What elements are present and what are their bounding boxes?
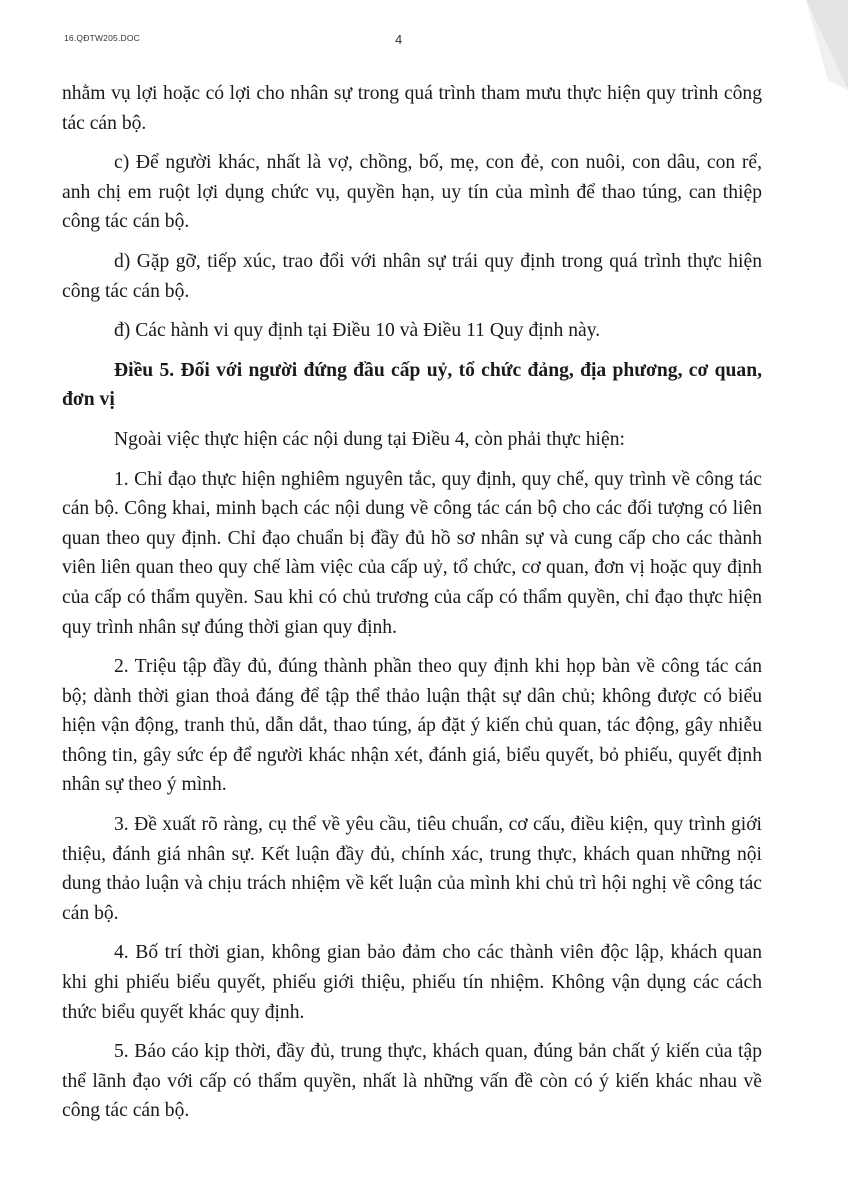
file-code: 16.QĐTW205.DOC xyxy=(64,33,141,43)
paragraph-item-dd: đ) Các hành vi quy định tại Điều 10 và Điều 11 Quy định này. xyxy=(114,320,601,342)
paragraph-item-3: 3. Đề xuất rõ ràng, cụ thể về yêu cầu, tiêu chuẩn, cơ cấu, điều kiện, quy trình giới thiệu, đánh giá nhân sự. Kết luận đầy đủ, chính xác, trung thực, khách quan những nội dung thảo luận và chịu trách nhiệm về kết luận của mình khi chủ trì hội nghị về công tác cán bộ. xyxy=(62,814,762,924)
paragraph-continuation: nhằm vụ lợi hoặc có lợi cho nhân sự trong quá trình tham mưu thực hiện quy trình công tác cán bộ. xyxy=(62,83,762,134)
paragraph-item-5: 5. Báo cáo kịp thời, đầy đủ, trung thực, khách quan, đúng bản chất ý kiến của tập thể lãnh đạo với cấp có thẩm quyền, nhất là những vấn đề còn có ý kiến khác nhau về công tác cán bộ. xyxy=(62,1041,762,1122)
paragraph-item-4: 4. Bố trí thời gian, không gian bảo đảm cho các thành viên độc lập, khách quan khi ghi phiếu biểu quyết, phiếu giới thiệu, phiếu tín nhiệm. Không vận dụng các cách thức biểu quyết khác quy định. xyxy=(62,942,762,1023)
paragraph-item-2: 2. Triệu tập đầy đủ, đúng thành phần theo quy định khi họp bàn về công tác cán bộ; dành thời gian thoả đáng để tập thể thảo luận thật sự dân chủ; không được có biểu hiện vận động, tranh thủ, dẫn dắt, thao túng, áp đặt ý kiến chủ quan, tác động, gây nhiễu thông tin, gây sức ép để người khác nhận xét, đánh giá, biểu quyết, bỏ phiếu, quyết định nhân sự theo ý mình. xyxy=(62,656,762,796)
paragraph-item-d: d) Gặp gỡ, tiếp xúc, trao đổi với nhân sự trái quy định trong quá trình thực hiện công tác cán bộ. xyxy=(62,250,762,302)
page-number: 4 xyxy=(395,32,403,47)
page-corner-fold xyxy=(788,0,848,90)
document-body xyxy=(62,79,762,1136)
paragraph-intro: Ngoài việc thực hiện các nội dung tại Điều 4, còn phải thực hiện: xyxy=(114,428,625,450)
paragraph-item-c: c) Để người khác, nhất là vợ, chồng, bố, mẹ, con đẻ, con nuôi, con dâu, con rể, anh chị em ruột lợi dụng chức vụ, quyền hạn, uy tín của mình để thao túng, can thiệp công tác cán bộ. xyxy=(62,152,762,233)
article-5-heading: Điều 5. Đối với người đứng đầu cấp uỷ, tổ chức đảng, địa phương, cơ quan, đơn vị xyxy=(62,359,762,411)
paragraph-item-1: 1. Chỉ đạo thực hiện nghiêm nguyên tắc, quy định, quy chế, quy trình về công tác cán bộ. Công khai, minh bạch các nội dung về công tác cán bộ cho các đối tượng có liên quan theo quy định. Chỉ đạo chuẩn bị đầy đủ hồ sơ nhân sự và cung cấp cho các thành viên liên quan theo quy chế làm việc của cấp uỷ, tổ chức, cơ quan, đơn vị hoặc quy định của cấp có thẩm quyền. Sau khi có chủ trương của cấp có thẩm quyền, chỉ đạo thực hiện quy trình nhân sự đúng thời gian quy định. xyxy=(62,468,762,638)
